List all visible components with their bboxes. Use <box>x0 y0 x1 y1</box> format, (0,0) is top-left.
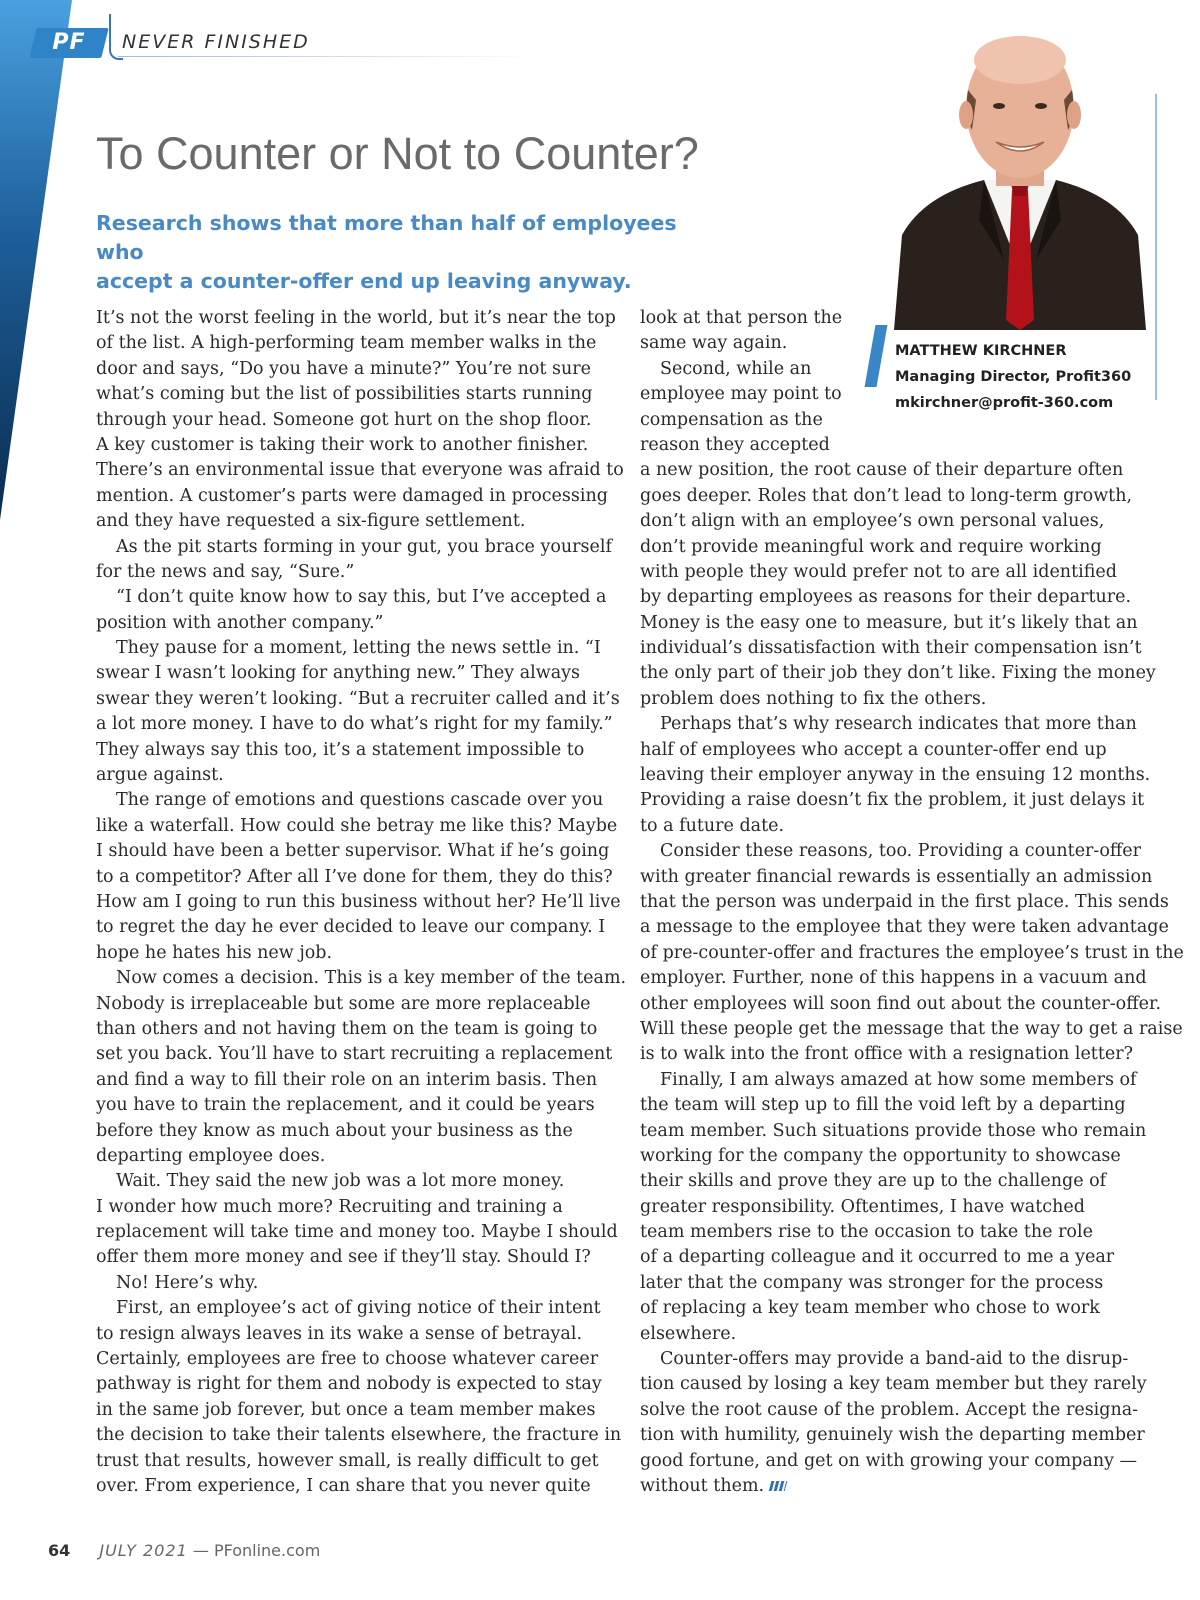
body-line <box>640 1271 1184 1296</box>
body-line-text: employee may point to <box>640 384 842 405</box>
body-line-text: same way again. <box>640 333 788 354</box>
body-line-text: to a competitor? After all I’ve done for them, they do this? <box>96 866 613 887</box>
body-line-text: like a waterfall. How could she betray me like this? Maybe <box>96 815 618 836</box>
body-line <box>96 941 626 966</box>
body-line-text: Nobody is irreplaceable but some are more replaceable <box>96 993 591 1014</box>
body-line-text: offer them more money and see if they’ll stay. Should I? <box>96 1247 591 1268</box>
deck-line: Research shows that more than half of employees who <box>96 211 677 264</box>
body-line <box>640 331 1184 356</box>
author-photo <box>884 20 1156 330</box>
deck-line: accept a counter-offer end up leaving anyway. <box>96 269 632 293</box>
body-line <box>640 1449 1184 1474</box>
body-line <box>640 433 1184 458</box>
body-line <box>96 382 626 407</box>
body-line-text: pathway is right for them and nobody is expected to stay <box>96 1374 602 1395</box>
body-line-text: mention. A customer’s parts were damaged in processing <box>96 485 608 506</box>
body-line <box>96 1245 626 1270</box>
body-line <box>640 306 1184 331</box>
body-line <box>640 738 1184 763</box>
body-line-text: that the person was underpaid in the first place. This sends <box>640 891 1169 912</box>
body-line-text: swear I wasn’t looking for anything new.” They always <box>96 663 581 684</box>
folio <box>48 1541 320 1560</box>
body-line <box>640 1423 1184 1448</box>
body-line <box>640 1068 1184 1093</box>
body-line-text: tion with humility, genuinely wish the departing member <box>640 1425 1145 1446</box>
body-line <box>640 1042 1184 1067</box>
body-line-text: trust that results, however small, is really difficult to get <box>96 1450 599 1471</box>
body-line <box>96 535 626 560</box>
body-line-text: Perhaps that’s why research indicates that more than <box>660 714 1137 735</box>
body-line-text: I should have been a better supervisor. What if he’s going <box>96 841 610 862</box>
body-line <box>640 763 1184 788</box>
body-line-text: door and says, “Do you have a minute?” You’re not sure <box>96 358 591 379</box>
body-line <box>96 992 626 1017</box>
body-line <box>640 1372 1184 1397</box>
body-line-text: Finally, I am always amazed at how some members of <box>660 1069 1137 1090</box>
body-line <box>640 865 1184 890</box>
body-line-text: look at that person the <box>640 308 843 328</box>
body-line-text: Providing a raise doesn’t fix the problem, it just delays it <box>640 790 1145 811</box>
body-line <box>96 814 626 839</box>
body-line <box>640 915 1184 940</box>
body-line-text: The range of emotions and questions cascade over you <box>116 790 604 811</box>
body-line-text: set you back. You’ll have to start recruiting a replacement <box>96 1044 613 1065</box>
body-line <box>96 1068 626 1093</box>
body-line-text: is to walk into the front office with a resignation letter? <box>640 1044 1133 1065</box>
body-line-text: without them. <box>640 1475 765 1496</box>
body-line-text: problem does nothing to fix the others. <box>640 688 987 709</box>
body-column-left <box>96 306 626 1499</box>
body-line-text: It’s not the worst feeling in the world, but it’s near the top <box>96 308 616 328</box>
body-line <box>640 687 1184 712</box>
body-line-text: later that the company was stronger for the process <box>640 1272 1104 1293</box>
body-line <box>640 382 1184 407</box>
body-line <box>640 992 1184 1017</box>
body-line-text: A key customer is taking their work to another finisher. <box>96 434 589 455</box>
body-line <box>640 1119 1184 1144</box>
author-name: MATTHEW KIRCHNER <box>895 343 1067 359</box>
body-line-text: than others and not having them on the team is going to <box>96 1018 598 1039</box>
body-line <box>96 560 626 585</box>
body-line <box>96 712 626 737</box>
body-line-text: the only part of their job they don’t like. Fixing the money <box>640 663 1156 684</box>
body-line-text: a new position, the root cause of their departure often <box>640 460 1124 481</box>
body-line-text: argue against. <box>96 765 224 786</box>
body-line-text: greater responsibility. Oftentimes, I have watched <box>640 1196 1085 1217</box>
body-line-text: other employees will soon find out about the counter-offer. <box>640 993 1162 1014</box>
body-line-text: before they know as much about your business as the <box>96 1120 573 1141</box>
left-color-band <box>0 0 110 530</box>
section-bracket <box>109 14 123 60</box>
body-line-text: of a departing colleague and it occurred to me a year <box>640 1247 1115 1268</box>
body-line-text: good fortune, and get on with growing your company — <box>640 1450 1138 1471</box>
body-line <box>96 306 626 331</box>
body-line <box>96 1423 626 1448</box>
body-line <box>96 1195 626 1220</box>
body-line-text: working for the company the opportunity to showcase <box>640 1145 1121 1166</box>
body-line-text: individual’s dissatisfaction with their compensation isn’t <box>640 638 1142 659</box>
article-title: To Counter or Not to Counter? <box>96 128 699 179</box>
body-line-text: half of employees who accept a counter-offer end up <box>640 739 1107 760</box>
body-line-text: with people they would prefer not to are all identified <box>640 561 1117 582</box>
body-line <box>640 1347 1184 1372</box>
body-line <box>96 1271 626 1296</box>
body-line <box>96 1119 626 1144</box>
body-line-text: to resign always leaves in its wake a sense of betrayal. <box>96 1323 583 1344</box>
body-line <box>640 458 1184 483</box>
body-line-text: over. From experience, I can share that you never quite <box>96 1475 591 1496</box>
body-line <box>640 560 1184 585</box>
end-mark-icon <box>769 1481 788 1491</box>
body-line-text: reason they accepted <box>640 434 830 455</box>
body-line <box>640 1474 1184 1499</box>
body-line-text: of the list. A high-performing team member walks in the <box>96 333 597 354</box>
body-line-text: for the news and say, “Sure.” <box>96 561 355 582</box>
body-line <box>96 484 626 509</box>
body-line <box>96 1372 626 1397</box>
body-line <box>640 1093 1184 1118</box>
body-line <box>96 865 626 890</box>
pf-logo-text: PF <box>52 30 86 55</box>
issue-date: JULY 2021 <box>99 1541 188 1560</box>
body-line <box>640 661 1184 686</box>
body-line <box>640 1245 1184 1270</box>
body-line-text: Second, while an <box>660 358 812 379</box>
body-line-text: They always say this too, it’s a statement impossible to <box>96 739 585 760</box>
body-line <box>96 687 626 712</box>
body-line-text: don’t align with an employee’s own personal values, <box>640 511 1105 532</box>
body-line <box>96 1398 626 1423</box>
body-line <box>640 814 1184 839</box>
body-line <box>96 408 626 433</box>
body-line <box>640 839 1184 864</box>
body-line <box>640 484 1184 509</box>
body-line-text: through your head. Someone got hurt on the shop floor. <box>96 409 592 430</box>
body-line <box>96 585 626 610</box>
body-line <box>96 788 626 813</box>
body-line-text: leaving their employer anyway in the ensuing 12 months. <box>640 765 1151 786</box>
body-line <box>640 890 1184 915</box>
body-line <box>96 738 626 763</box>
body-line <box>96 1322 626 1347</box>
body-line <box>640 1322 1184 1347</box>
body-line-text: to a future date. <box>640 815 785 836</box>
body-line <box>96 1296 626 1321</box>
body-line-text: of pre-counter-offer and fractures the employee’s trust in the <box>640 942 1184 963</box>
folio-separator: — <box>192 1541 209 1560</box>
body-line <box>96 1017 626 1042</box>
page-number: 64 <box>48 1541 71 1560</box>
body-line <box>96 661 626 686</box>
body-line-text: with greater financial rewards is essentially an admission <box>640 866 1153 887</box>
body-line <box>96 357 626 382</box>
body-line <box>640 941 1184 966</box>
body-line <box>640 535 1184 560</box>
body-line-text: employer. Further, none of this happens in a vacuum and <box>640 968 1147 989</box>
body-line <box>96 839 626 864</box>
body-line-text: Counter-offers may provide a band-aid to the disrup- <box>660 1349 1129 1370</box>
body-line-text: Certainly, employees are free to choose whatever career <box>96 1349 599 1370</box>
body-line-text: How am I going to run this business without her? He’ll live <box>96 891 621 912</box>
body-line <box>640 611 1184 636</box>
body-line-text: Money is the easy one to measure, but it’s likely that an <box>640 612 1138 633</box>
body-line-text: First, an employee’s act of giving notice of their intent <box>116 1298 601 1319</box>
body-line-text: Now comes a decision. This is a key member of the team. <box>116 968 627 989</box>
body-line-text: tion caused by losing a key team member but they rarely <box>640 1374 1147 1395</box>
body-line-text: to regret the day he ever decided to leave our company. I <box>96 917 606 938</box>
body-line <box>96 1347 626 1372</box>
body-line <box>640 1169 1184 1194</box>
body-line-text: They pause for a moment, letting the news settle in. “I <box>116 638 601 659</box>
body-line-text: team member. Such situations provide those who remain <box>640 1120 1147 1141</box>
body-line-text: a message to the employee that they were taken advantage <box>640 917 1169 938</box>
body-line-text: compensation as the <box>640 409 823 430</box>
body-line <box>96 966 626 991</box>
author-role: Managing Director, Profit360 <box>895 369 1132 385</box>
body-line <box>96 1144 626 1169</box>
body-line-text: by departing employees as reasons for their departure. <box>640 587 1132 608</box>
pf-logo <box>29 28 108 58</box>
body-line-text: in the same job forever, but once a team member makes <box>96 1399 596 1420</box>
body-line <box>96 1093 626 1118</box>
body-line-text: don’t provide meaningful work and require working <box>640 536 1102 557</box>
body-line <box>96 1449 626 1474</box>
body-line-text: elsewhere. <box>640 1323 737 1344</box>
body-line-text: a lot more money. I have to do what’s right for my family.” <box>96 714 613 735</box>
body-line-text: position with another company.” <box>96 612 384 633</box>
body-line-text: There’s an environmental issue that everyone was afraid to <box>96 460 624 481</box>
body-line-text: their skills and prove they are up to the challenge of <box>640 1171 1107 1192</box>
site-url: PFonline.com <box>213 1541 321 1560</box>
body-line <box>96 331 626 356</box>
body-line-text: swear they weren’t looking. “But a recruiter called and it’s <box>96 688 620 709</box>
body-line-text: Will these people get the message that the way to get a raise <box>640 1018 1183 1039</box>
body-line <box>640 788 1184 813</box>
body-line <box>640 636 1184 661</box>
body-line <box>640 509 1184 534</box>
body-line-text: team members rise to the occasion to take the role <box>640 1222 1093 1243</box>
body-line-text: replacement will take time and money too. Maybe I should <box>96 1222 618 1243</box>
body-line <box>96 1220 626 1245</box>
body-line-text: departing employee does. <box>96 1145 326 1166</box>
body-line <box>96 509 626 534</box>
body-line <box>640 1220 1184 1245</box>
body-line <box>640 357 1184 382</box>
body-line-text: goes deeper. Roles that don’t lead to long-term growth, <box>640 485 1133 506</box>
body-line <box>96 433 626 458</box>
body-column-right <box>640 306 1184 1499</box>
body-line-text: and find a way to fill their role on an interim basis. Then <box>96 1069 598 1090</box>
body-line <box>96 611 626 636</box>
body-line-text: Wait. They said the new job was a lot more money. <box>116 1171 565 1192</box>
body-line-text: and they have requested a six-figure settlement. <box>96 511 526 532</box>
body-line <box>96 1169 626 1194</box>
body-line <box>640 1017 1184 1042</box>
body-line <box>96 1042 626 1067</box>
body-line-text: As the pit starts forming in your gut, you brace yourself <box>116 536 612 557</box>
section-label: NEVER FINISHED <box>122 31 310 53</box>
body-line-text: hope he hates his new job. <box>96 942 333 963</box>
body-line <box>96 1474 626 1499</box>
body-line-text: solve the root cause of the problem. Accept the resigna- <box>640 1399 1139 1420</box>
body-line-text: the team will step up to fill the void left by a departing <box>640 1095 1126 1116</box>
body-line-text: Consider these reasons, too. Providing a counter-offer <box>660 841 1142 862</box>
body-line-text: No! Here’s why. <box>116 1272 259 1293</box>
body-line <box>96 458 626 483</box>
body-line <box>640 408 1184 433</box>
body-line <box>96 890 626 915</box>
body-line-text: what’s coming but the list of possibilities starts running <box>96 384 593 405</box>
body-line <box>96 636 626 661</box>
body-line <box>640 585 1184 610</box>
body-line <box>96 763 626 788</box>
body-line <box>640 1195 1184 1220</box>
body-line <box>640 966 1184 991</box>
body-line <box>640 712 1184 737</box>
author-email: mkirchner@profit-360.com <box>895 395 1114 411</box>
body-line <box>640 1398 1184 1423</box>
body-line <box>96 915 626 940</box>
article-deck <box>96 209 716 296</box>
body-line <box>640 1296 1184 1321</box>
body-line-text: of replacing a key team member who chose to work <box>640 1298 1100 1319</box>
body-line-text: “I don’t quite know how to say this, but I’ve accepted a <box>116 587 607 608</box>
body-line <box>640 1144 1184 1169</box>
body-line-text: I wonder how much more? Recruiting and training a <box>96 1196 563 1217</box>
section-rule <box>118 56 538 57</box>
body-line-text: you have to train the replacement, and it could be years <box>96 1095 595 1116</box>
body-line-text: the decision to take their talents elsewhere, the fracture in <box>96 1425 622 1446</box>
